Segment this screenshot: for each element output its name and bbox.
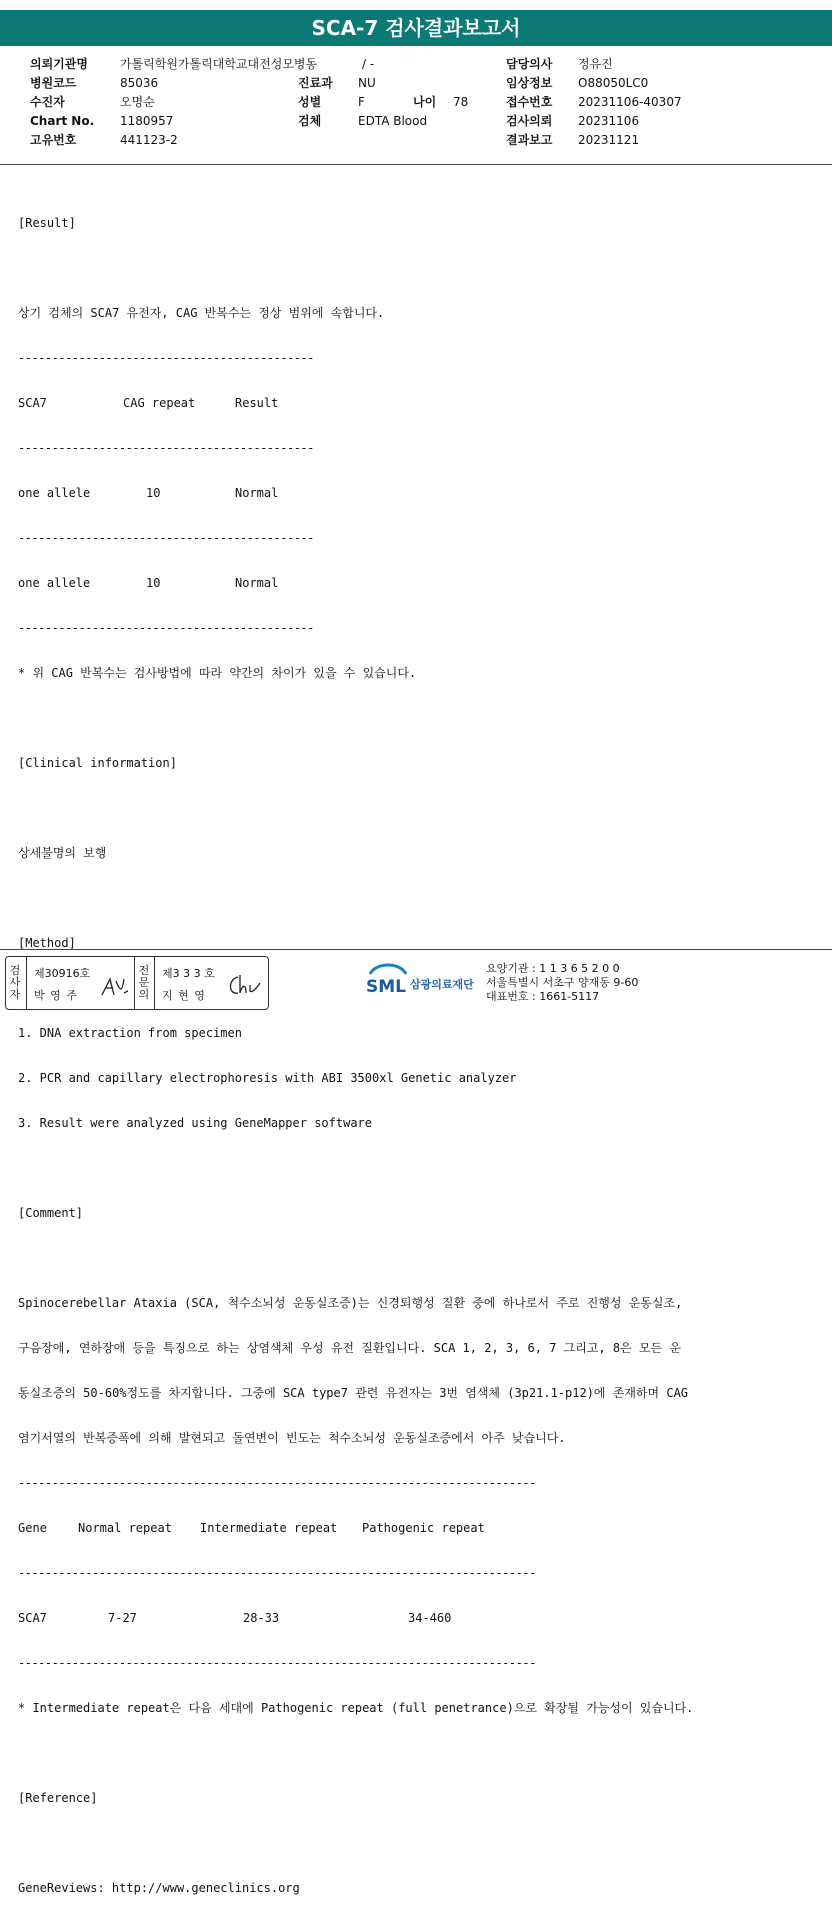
comment-line: 동실조증의 50-60%정도를 차지합니다. 그중에 SCA type7 관련 유전자는 3번 염색체 (3p21.1-p12)에 존재하며 CAG bbox=[18, 1386, 689, 1400]
sml-logo-icon bbox=[366, 960, 410, 1000]
label-report-date: 결과보고 bbox=[506, 133, 553, 147]
value-unique-no: 441123-2 bbox=[120, 133, 178, 147]
value-hospital-code: 85036 bbox=[120, 76, 159, 90]
label-receipt-no: 접수번호 bbox=[506, 95, 553, 109]
table-divider: -------------------------------------------- bbox=[18, 531, 314, 545]
reviewer-label: 전문의 bbox=[138, 964, 150, 1001]
cell: one allele bbox=[18, 486, 91, 500]
cell: 10 bbox=[146, 486, 161, 500]
value-sex: F bbox=[358, 95, 365, 109]
label-sex: 성별 bbox=[298, 95, 322, 109]
col-header: SCA7 bbox=[18, 396, 47, 410]
result-table-header bbox=[18, 396, 818, 411]
org-info bbox=[486, 962, 638, 1004]
col-header: Gene bbox=[18, 1521, 47, 1535]
label-doctor: 담당의사 bbox=[506, 57, 553, 71]
comment-line: 염기서열의 반복증폭에 의해 발현되고 돌연변이 빈도는 척수소뇌성 운동실조증에서 아주 낮습니다. bbox=[18, 1431, 566, 1445]
comment-line: 구음장애, 연하장애 등을 특징으로 하는 상염색체 우성 유전 질환입니다. SCA 1, 2, 3, 6, 7 그리고, 8은 모든 운 bbox=[18, 1341, 681, 1355]
comment-note: * Intermediate repeat은 다음 세대에 Pathogenic repeat (full penetrance)으로 확장될 가능성이 있습니다. bbox=[18, 1701, 694, 1715]
cell: SCA7 bbox=[18, 1611, 47, 1625]
table-divider: -------------------------------------------- bbox=[18, 351, 314, 365]
label-clinical-info: 임상정보 bbox=[506, 76, 553, 90]
clinical-text: 상세불명의 보행 bbox=[18, 846, 107, 860]
value-clinical-info: O88050LC0 bbox=[578, 76, 649, 90]
value-institution: 가톨릭학원가톨릭대학교대전성모병동 bbox=[120, 57, 318, 71]
table-divider: ----------------------------------------------------------------------------- bbox=[18, 1656, 536, 1670]
header-slash: / - bbox=[362, 57, 375, 71]
org-address: 서울특별시 서초구 양재동 9-60 bbox=[486, 976, 639, 989]
report-body bbox=[18, 186, 818, 1911]
col-header: Result bbox=[235, 396, 279, 410]
value-dept: NU bbox=[358, 76, 376, 90]
cell: 7-27 bbox=[108, 1611, 137, 1625]
method-item: 3. Result were analyzed using GeneMapper software bbox=[18, 1116, 373, 1130]
label-patient: 수진자 bbox=[30, 95, 65, 109]
label-unique-no: 고유번호 bbox=[30, 133, 77, 147]
header-col2 bbox=[298, 74, 468, 131]
logo-text: SML bbox=[366, 977, 406, 997]
cell: 10 bbox=[146, 576, 161, 590]
value-chart-no: 1180957 bbox=[120, 114, 174, 128]
col-header: CAG repeat bbox=[123, 396, 196, 410]
reviewer-license: 제3 3 3 호 bbox=[162, 967, 215, 980]
value-age: 78 bbox=[453, 95, 469, 109]
col-header: Normal repeat bbox=[78, 1521, 172, 1535]
col-header: Pathogenic repeat bbox=[362, 1521, 485, 1535]
value-receipt-no: 20231106-40307 bbox=[578, 95, 682, 109]
col-header: Intermediate repeat bbox=[200, 1521, 338, 1535]
org-code: 요양기관 : 1 1 3 6 5 2 0 0 bbox=[486, 962, 620, 975]
comment-table-header bbox=[18, 1521, 818, 1536]
tester-signature bbox=[98, 973, 130, 1001]
label-age: 나이 bbox=[413, 95, 437, 109]
method-item: 1. DNA extraction from specimen bbox=[18, 1026, 242, 1040]
reviewer-signature bbox=[224, 971, 264, 1001]
table-row bbox=[18, 486, 818, 501]
table-divider: -------------------------------------------- bbox=[18, 441, 314, 455]
report-title: SCA-7 검사결과보고서 bbox=[0, 10, 832, 46]
label-hospital-code: 병원코드 bbox=[30, 76, 77, 90]
result-summary: 상기 검체의 SCA7 유전자, CAG 반복수는 정상 범위에 속합니다. bbox=[18, 306, 385, 320]
value-doctor: 정유진 bbox=[578, 57, 613, 71]
signature-box bbox=[5, 956, 269, 1010]
cell: Normal bbox=[235, 486, 279, 500]
result-heading: [Result] bbox=[18, 216, 76, 230]
label-dept: 진료과 bbox=[298, 76, 333, 90]
table-row bbox=[18, 1611, 818, 1626]
label-institution: 의뢰기관명 bbox=[30, 57, 88, 71]
cell: Normal bbox=[235, 576, 279, 590]
org-name: 삼광의료재단 bbox=[410, 978, 474, 991]
header-divider bbox=[0, 164, 832, 165]
clinical-heading: [Clinical information] bbox=[18, 756, 177, 770]
label-specimen: 검체 bbox=[298, 114, 322, 128]
sml-logo bbox=[366, 960, 474, 1004]
cell: 28-33 bbox=[243, 1611, 280, 1625]
cell: 34-460 bbox=[408, 1611, 452, 1625]
tester-label: 검사자 bbox=[9, 964, 21, 1001]
tester-license: 제30916호 bbox=[34, 967, 91, 980]
comment-line: Spinocerebellar Ataxia (SCA, 척수소뇌성 운동실조증)는 신경퇴행성 질환 중에 하나로서 주로 진행성 운동실조, bbox=[18, 1296, 683, 1310]
cell: one allele bbox=[18, 576, 91, 590]
reference-text: GeneReviews: http://www.geneclinics.org bbox=[18, 1881, 300, 1895]
method-item: 2. PCR and capillary electrophoresis with ABI 3500xl Genetic analyzer bbox=[18, 1071, 517, 1085]
comment-heading: [Comment] bbox=[18, 1206, 84, 1220]
label-request-date: 검사의뢰 bbox=[506, 114, 553, 128]
table-divider: ----------------------------------------------------------------------------- bbox=[18, 1566, 536, 1580]
reference-heading: [Reference] bbox=[18, 1791, 98, 1805]
header-col1 bbox=[30, 55, 317, 150]
tester-name: 박 영 주 bbox=[34, 989, 78, 1002]
table-row bbox=[18, 576, 818, 591]
value-report-date: 20231121 bbox=[578, 133, 640, 147]
footer bbox=[0, 950, 832, 1018]
method-heading: [Method] bbox=[18, 936, 76, 950]
table-divider: ----------------------------------------------------------------------------- bbox=[18, 1476, 536, 1490]
value-request-date: 20231106 bbox=[578, 114, 640, 128]
reviewer-name: 지 현 영 bbox=[162, 989, 206, 1002]
header-col3 bbox=[506, 55, 682, 150]
result-note: * 위 CAG 반복수는 검사방법에 따라 약간의 차이가 있을 수 있습니다. bbox=[18, 666, 417, 680]
org-phone: 대표번호 : 1661-5117 bbox=[486, 990, 600, 1003]
table-divider: -------------------------------------------- bbox=[18, 621, 314, 635]
value-patient: 오명순 bbox=[120, 95, 155, 109]
label-chart-no: Chart No. bbox=[30, 114, 95, 128]
value-specimen: EDTA Blood bbox=[358, 114, 428, 128]
